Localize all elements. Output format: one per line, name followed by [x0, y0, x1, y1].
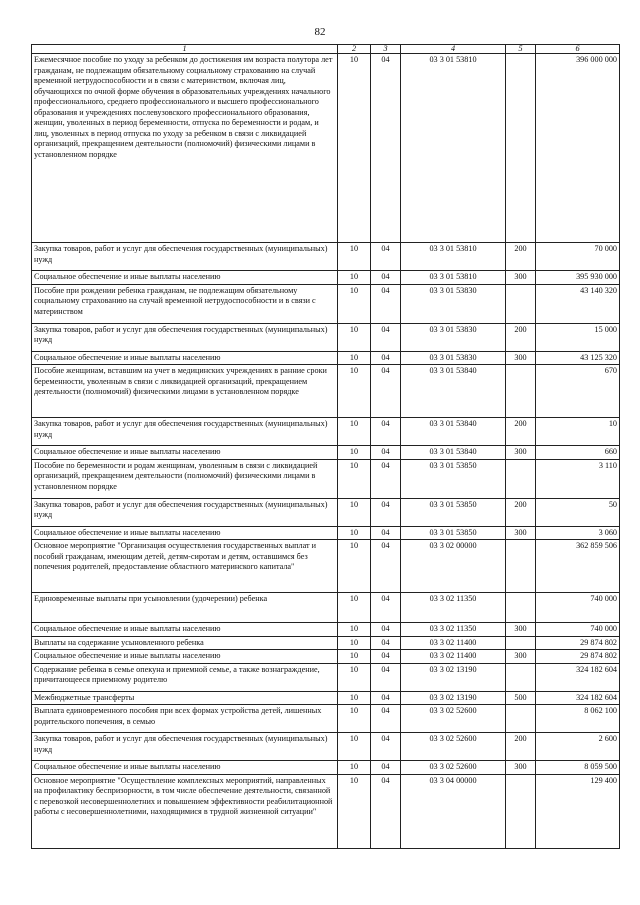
- row-expense-type: [506, 663, 536, 691]
- row-target-code: 03 3 02 11350: [401, 623, 506, 637]
- table-row: [32, 365, 620, 418]
- row-name: Закупка товаров, работ и услуг для обеспечения государственных (муниципальных) нужд: [32, 498, 338, 526]
- row-section: 10: [338, 459, 371, 498]
- row-target-code: 03 3 02 52600: [401, 733, 506, 761]
- row-amount: 3 060: [536, 526, 620, 540]
- row-subsection: 04: [371, 623, 401, 637]
- row-name: Пособие при рождении ребенка гражданам, не подлежащим обязательному социальному страхованию на случай временной нетрудоспособности и в связи с материнством: [32, 284, 338, 323]
- row-expense-type: 500: [506, 691, 536, 705]
- row-target-code: 03 3 02 13190: [401, 691, 506, 705]
- row-name: Закупка товаров, работ и услуг для обеспечения государственных (муниципальных) нужд: [32, 323, 338, 351]
- row-target-code: 03 3 01 53830: [401, 323, 506, 351]
- row-subsection: 04: [371, 650, 401, 664]
- row-subsection: 04: [371, 705, 401, 733]
- row-amount: 740 000: [536, 593, 620, 623]
- row-target-code: 03 3 01 53830: [401, 351, 506, 365]
- row-amount: 2 600: [536, 733, 620, 761]
- row-amount: 324 182 604: [536, 691, 620, 705]
- row-name: Выплата единовременного пособия при всех формах устройства детей, лишенных родительского попечения, в семью: [32, 705, 338, 733]
- row-expense-type: [506, 636, 536, 650]
- row-name: Социальное обеспечение и иные выплаты населению: [32, 271, 338, 285]
- row-name: Основное мероприятие "Осуществление комплексных мероприятий, направленных на профилактику беспризорности, в том числе обеспечение деятельности, связанной с перевозкой несовершеннолетних и повышением эффективности реабилитационной работы с несовершеннолетними, находящимися в трудной жизненной ситуации": [32, 774, 338, 848]
- row-subsection: 04: [371, 733, 401, 761]
- row-name: Социальное обеспечение и иные выплаты населению: [32, 623, 338, 637]
- row-section: 10: [338, 446, 371, 460]
- row-name: Пособие женщинам, вставшим на учет в медицинских учреждениях в ранние сроки беременности, уволенным в связи с ликвидацией организаций, прекращением деятельности (полномочий) физическими лицами в установленном порядке: [32, 365, 338, 418]
- row-subsection: 04: [371, 498, 401, 526]
- table-row: [32, 593, 620, 623]
- row-expense-type: 300: [506, 351, 536, 365]
- row-target-code: 03 3 04 00000: [401, 774, 506, 848]
- row-amount: 8 059 500: [536, 761, 620, 775]
- budget-table: [31, 44, 620, 849]
- row-target-code: 03 3 01 53850: [401, 526, 506, 540]
- row-subsection: 04: [371, 526, 401, 540]
- row-amount: 8 062 100: [536, 705, 620, 733]
- row-section: 10: [338, 691, 371, 705]
- row-amount: 740 000: [536, 623, 620, 637]
- row-subsection: 04: [371, 459, 401, 498]
- row-amount: 70 000: [536, 243, 620, 271]
- row-section: 10: [338, 774, 371, 848]
- table-row: [32, 54, 620, 243]
- row-amount: 3 110: [536, 459, 620, 498]
- row-subsection: 04: [371, 243, 401, 271]
- table-row: [32, 498, 620, 526]
- row-section: 10: [338, 323, 371, 351]
- row-target-code: 03 3 02 11400: [401, 636, 506, 650]
- row-section: 10: [338, 705, 371, 733]
- row-expense-type: [506, 593, 536, 623]
- row-subsection: 04: [371, 761, 401, 775]
- row-expense-type: [506, 705, 536, 733]
- row-section: 10: [338, 526, 371, 540]
- row-section: 10: [338, 733, 371, 761]
- row-target-code: 03 3 01 53810: [401, 271, 506, 285]
- row-section: 10: [338, 650, 371, 664]
- row-name: Единовременные выплаты при усыновлении (удочерении) ребенка: [32, 593, 338, 623]
- row-expense-type: 200: [506, 418, 536, 446]
- row-section: 10: [338, 636, 371, 650]
- table-row: [32, 323, 620, 351]
- row-section: 10: [338, 663, 371, 691]
- row-expense-type: [506, 284, 536, 323]
- table-row: [32, 540, 620, 593]
- column-header: 5: [506, 45, 536, 54]
- table-row: [32, 284, 620, 323]
- row-target-code: 03 3 01 53840: [401, 418, 506, 446]
- row-name: Социальное обеспечение и иные выплаты населению: [32, 446, 338, 460]
- row-name: Ежемесячное пособие по уходу за ребенком до достижения им возраста полутора лет гражданам, не подлежащим обязательному социальному страхованию на случай временной нетрудоспособности и в связи с материнством, включая лиц, обучающихся по очной форме обучения в образовательных учреждениях начального профессионального, среднего профессионального и высшего профессионального образования и учреждениях послевузовского профессионального образования, женщин, уволенных в период беременности, отпуска по беременности и родам, и лиц, уволенных в период отпуска по уходу за ребенком в связи с ликвидацией организаций, прекращением деятельности (полномочий) физическими лицами в установленном порядке: [32, 54, 338, 243]
- row-subsection: 04: [371, 54, 401, 243]
- column-header: 1: [32, 45, 338, 54]
- row-target-code: 03 3 02 13190: [401, 663, 506, 691]
- table-row: [32, 623, 620, 637]
- row-expense-type: 200: [506, 733, 536, 761]
- row-amount: 362 859 506: [536, 540, 620, 593]
- row-subsection: 04: [371, 284, 401, 323]
- row-amount: 396 000 000: [536, 54, 620, 243]
- row-expense-type: [506, 540, 536, 593]
- row-section: 10: [338, 623, 371, 637]
- row-name: Выплаты на содержание усыновленного ребенка: [32, 636, 338, 650]
- table-row: [32, 733, 620, 761]
- row-subsection: 04: [371, 593, 401, 623]
- column-number-row: [32, 45, 620, 54]
- column-header: 6: [536, 45, 620, 54]
- row-name: Социальное обеспечение и иные выплаты населению: [32, 650, 338, 664]
- row-expense-type: [506, 54, 536, 243]
- row-section: 10: [338, 351, 371, 365]
- row-section: 10: [338, 498, 371, 526]
- row-section: 10: [338, 54, 371, 243]
- row-target-code: 03 3 02 00000: [401, 540, 506, 593]
- table-row: [32, 636, 620, 650]
- row-subsection: 04: [371, 351, 401, 365]
- row-subsection: 04: [371, 774, 401, 848]
- row-expense-type: 300: [506, 446, 536, 460]
- row-section: 10: [338, 271, 371, 285]
- row-expense-type: [506, 459, 536, 498]
- row-amount: 15 000: [536, 323, 620, 351]
- row-amount: 324 182 604: [536, 663, 620, 691]
- row-name: Закупка товаров, работ и услуг для обеспечения государственных (муниципальных) нужд: [32, 733, 338, 761]
- row-expense-type: 300: [506, 761, 536, 775]
- row-subsection: 04: [371, 636, 401, 650]
- table-row: [32, 650, 620, 664]
- row-section: 10: [338, 365, 371, 418]
- row-subsection: 04: [371, 365, 401, 418]
- row-amount: 670: [536, 365, 620, 418]
- row-amount: 43 125 320: [536, 351, 620, 365]
- row-target-code: 03 3 02 52600: [401, 705, 506, 733]
- row-amount: 129 400: [536, 774, 620, 848]
- row-section: 10: [338, 243, 371, 271]
- table-row: [32, 774, 620, 848]
- row-section: 10: [338, 540, 371, 593]
- row-section: 10: [338, 284, 371, 323]
- row-name: Социальное обеспечение и иные выплаты населению: [32, 761, 338, 775]
- row-name: Социальное обеспечение и иные выплаты населению: [32, 526, 338, 540]
- row-target-code: 03 3 01 53840: [401, 446, 506, 460]
- row-subsection: 04: [371, 540, 401, 593]
- table-row: [32, 705, 620, 733]
- table-row: [32, 691, 620, 705]
- page-number: 82: [314, 26, 326, 38]
- row-subsection: 04: [371, 323, 401, 351]
- row-section: 10: [338, 418, 371, 446]
- row-amount: 50: [536, 498, 620, 526]
- row-amount: 660: [536, 446, 620, 460]
- row-expense-type: 300: [506, 623, 536, 637]
- row-section: 10: [338, 593, 371, 623]
- row-target-code: 03 3 02 11400: [401, 650, 506, 664]
- row-target-code: 03 3 01 53850: [401, 459, 506, 498]
- row-target-code: 03 3 02 52600: [401, 761, 506, 775]
- row-expense-type: 200: [506, 243, 536, 271]
- row-amount: 43 140 320: [536, 284, 620, 323]
- row-expense-type: [506, 365, 536, 418]
- table-row: [32, 351, 620, 365]
- row-section: 10: [338, 761, 371, 775]
- row-amount: 29 874 802: [536, 636, 620, 650]
- table-row: [32, 526, 620, 540]
- row-target-code: 03 3 01 53840: [401, 365, 506, 418]
- table-row: [32, 271, 620, 285]
- table-row: [32, 243, 620, 271]
- table-row: [32, 418, 620, 446]
- row-target-code: 03 3 01 53810: [401, 54, 506, 243]
- table-row: [32, 459, 620, 498]
- row-name: Пособие по беременности и родам женщинам, уволенным в связи с ликвидацией организаций, прекращением деятельности (полномочий) физическими лицами в установленном порядке: [32, 459, 338, 498]
- row-name: Межбюджетные трансферты: [32, 691, 338, 705]
- row-name: Основное мероприятие "Организация осуществления государственных выплат и пособий гражданам, имеющим детей, детям-сиротам и детям, оставшимся без попечения родителей, предоставление областного материнского капитала": [32, 540, 338, 593]
- column-header: 2: [338, 45, 371, 54]
- column-header: 4: [401, 45, 506, 54]
- row-name: Закупка товаров, работ и услуг для обеспечения государственных (муниципальных) нужд: [32, 243, 338, 271]
- row-expense-type: 300: [506, 650, 536, 664]
- row-expense-type: 300: [506, 271, 536, 285]
- row-amount: 10: [536, 418, 620, 446]
- row-subsection: 04: [371, 446, 401, 460]
- row-amount: 395 930 000: [536, 271, 620, 285]
- row-amount: 29 874 802: [536, 650, 620, 664]
- row-target-code: 03 3 01 53830: [401, 284, 506, 323]
- row-target-code: 03 3 01 53810: [401, 243, 506, 271]
- row-subsection: 04: [371, 663, 401, 691]
- row-name: Закупка товаров, работ и услуг для обеспечения государственных (муниципальных) нужд: [32, 418, 338, 446]
- row-name: Содержание ребенка в семье опекуна и приемной семье, а также вознаграждение, причитающееся приемному родителю: [32, 663, 338, 691]
- row-subsection: 04: [371, 418, 401, 446]
- row-subsection: 04: [371, 271, 401, 285]
- row-target-code: 03 3 01 53850: [401, 498, 506, 526]
- row-expense-type: 300: [506, 526, 536, 540]
- row-name: Социальное обеспечение и иные выплаты населению: [32, 351, 338, 365]
- row-subsection: 04: [371, 691, 401, 705]
- table-row: [32, 761, 620, 775]
- row-expense-type: 200: [506, 498, 536, 526]
- column-header: 3: [371, 45, 401, 54]
- row-expense-type: 200: [506, 323, 536, 351]
- row-expense-type: [506, 774, 536, 848]
- table-row: [32, 446, 620, 460]
- table-row: [32, 663, 620, 691]
- row-target-code: 03 3 02 11350: [401, 593, 506, 623]
